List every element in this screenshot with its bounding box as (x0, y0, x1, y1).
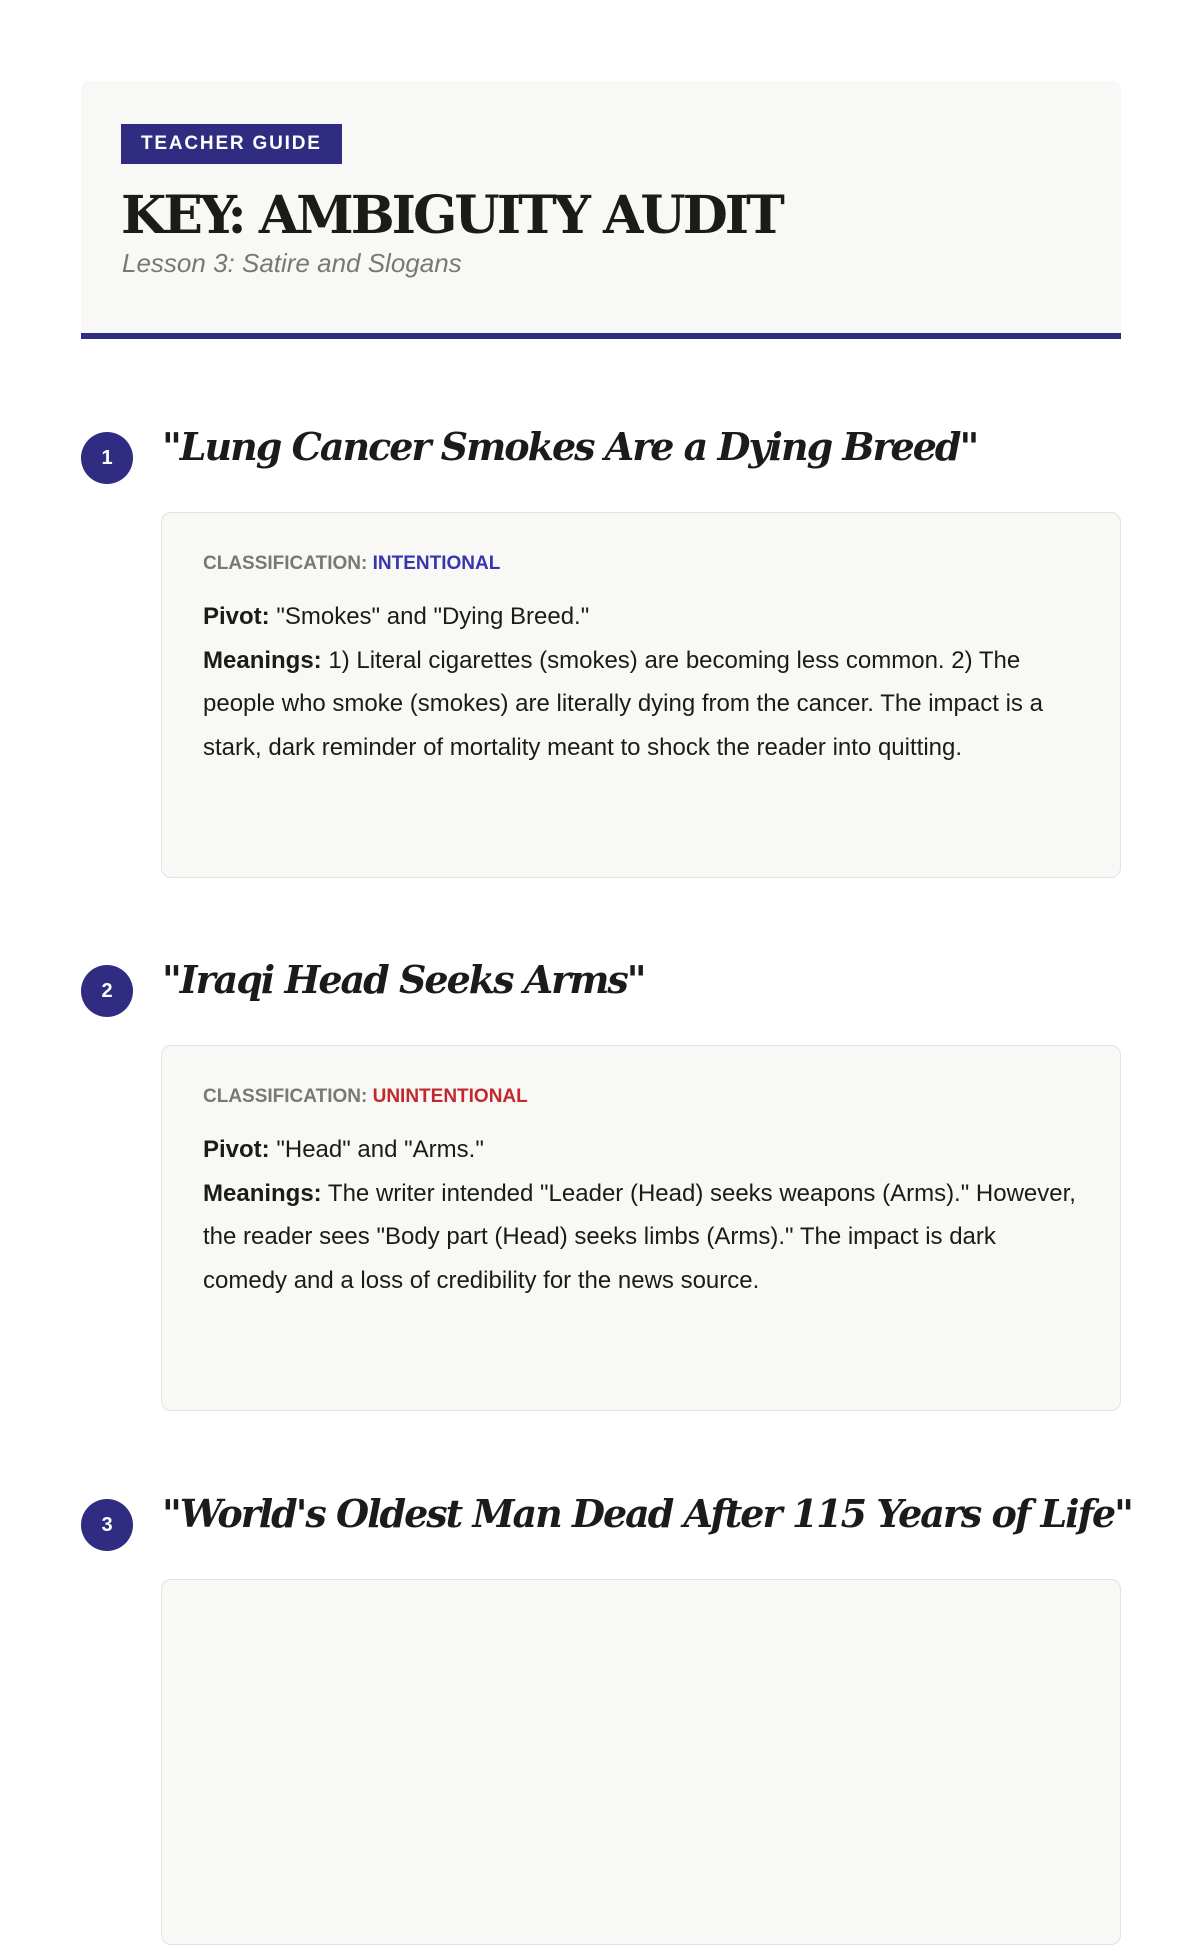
header-panel (81, 81, 1121, 339)
meanings-text: 1) Literal cigarettes (smokes) are becoming less common. 2) The people who smoke (smokes) are literally dying from the cancer. The impact is a stark, dark reminder of mortality meant to shock the reader into quitting. (203, 646, 1043, 761)
item-headline: "World's Oldest Man Dead After 115 Years of Life" (162, 1491, 1132, 1536)
classification-label: CLASSIFICATION: (203, 1086, 368, 1107)
item-headline: "Iraqi Head Seeks Arms" (162, 957, 645, 1002)
pivot-line (203, 1128, 1080, 1172)
pivot-line (203, 595, 1080, 639)
answer-card (161, 512, 1121, 878)
meanings-paragraph (203, 1172, 1080, 1303)
meanings-text: The writer intended "Leader (Head) seeks weapons (Arms)." However, the reader sees "Body part (Head) seeks limbs (Arms)." The impact is dark comedy and a loss of credibility for the news source. (203, 1179, 1076, 1294)
classification-line (203, 551, 1080, 577)
item-number-badge: 1 (81, 432, 133, 484)
answer-card (161, 1579, 1121, 1945)
page-subtitle: Lesson 3: Satire and Slogans (122, 248, 462, 278)
classification-value: UNINTENTIONAL (372, 1086, 528, 1107)
pivot-label: Pivot: (203, 1136, 270, 1163)
pivot-label: Pivot: (203, 603, 270, 630)
item-number-badge: 3 (81, 1499, 133, 1551)
meanings-label: Meanings: (203, 1179, 322, 1207)
answer-card (161, 1045, 1121, 1411)
page-title: KEY: AMBIGUITY AUDIT (121, 185, 782, 246)
pivot-text: "Smokes" and "Dying Breed." (276, 603, 590, 630)
item-headline: "Lung Cancer Smokes Are a Dying Breed" (162, 424, 978, 469)
meanings-label: Meanings: (203, 646, 322, 674)
pivot-text: "Head" and "Arms." (276, 1136, 484, 1163)
meanings-paragraph (203, 639, 1080, 770)
classification-value: INTENTIONAL (372, 553, 501, 574)
teacher-guide-badge: TEACHER GUIDE (121, 124, 342, 164)
classification-line (203, 1084, 1080, 1110)
item-number-badge: 2 (81, 965, 133, 1017)
classification-label: CLASSIFICATION: (203, 553, 368, 574)
